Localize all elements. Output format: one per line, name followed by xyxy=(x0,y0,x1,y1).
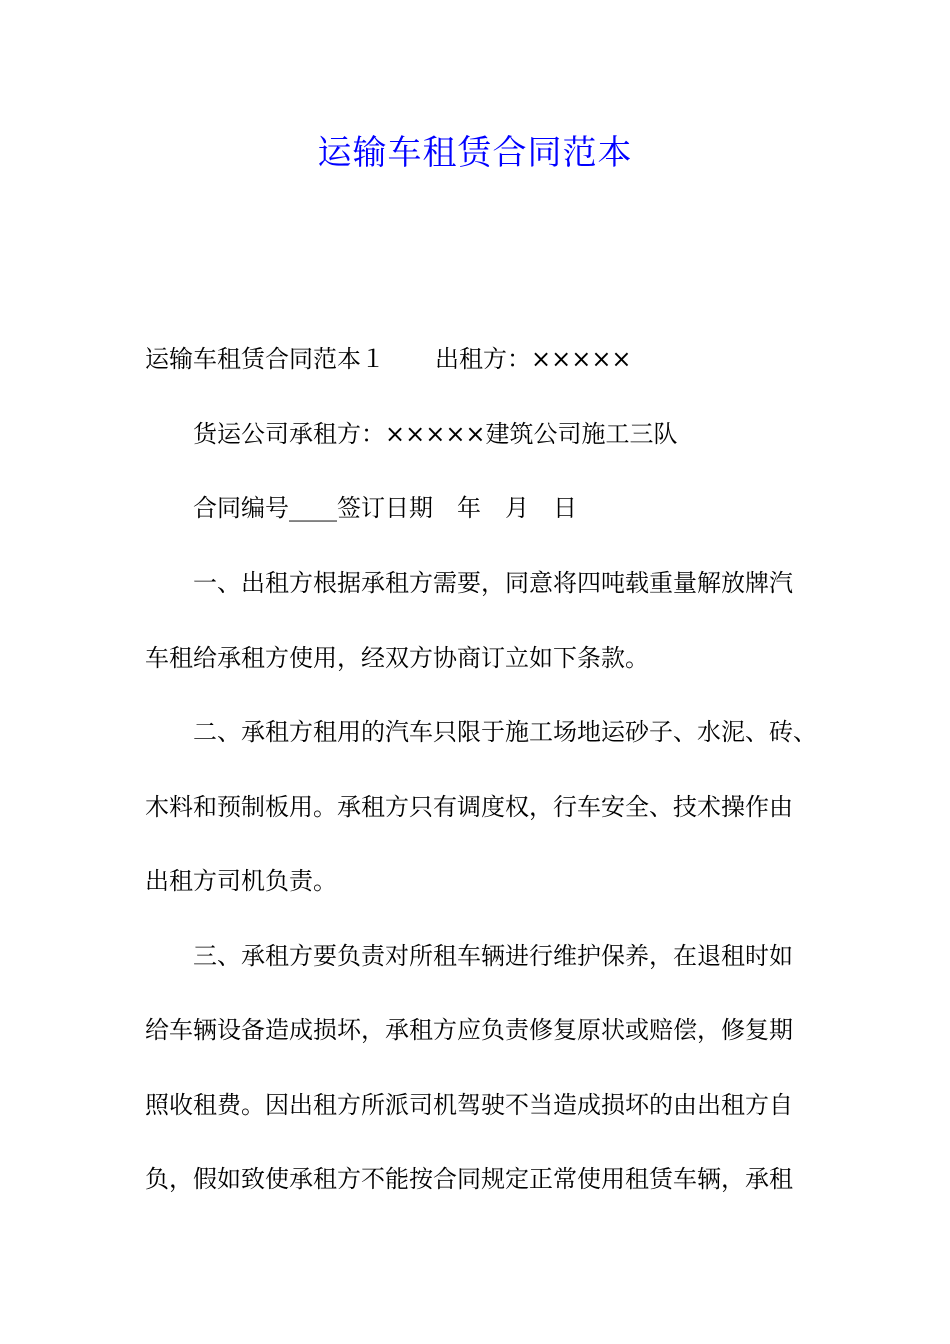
clause-3-line-4: 负，假如致使承租方不能按合同规定正常使用租赁车辆，承租 xyxy=(145,1165,793,1193)
header-line xyxy=(145,341,632,377)
contract-subtitle: 运输车租赁合同范本１ xyxy=(145,345,385,373)
clause-2-line-1: 二、承租方租用的汽车只限于施工场地运砂子、水泥、砖、 xyxy=(193,718,817,746)
lessor-field: 出租方：××××× xyxy=(435,345,632,373)
clause-2-line-2: 木料和预制板用。承租方只有调度权，行车安全、技术操作由 xyxy=(145,793,793,821)
contract-number-line: 合同编号____签订日期 年 月 日 xyxy=(193,494,577,522)
clause-2-line-3: 出租方司机负责。 xyxy=(145,867,337,895)
document-title: 运输车租赁合同范本 xyxy=(317,133,633,173)
clause-3-line-3: 照收租费。因出租方所派司机驾驶不当造成损坏的由出租方自 xyxy=(145,1091,793,1119)
clause-3-line-2: 给车辆设备造成损坏，承租方应负责修复原状或赔偿，修复期 xyxy=(145,1016,793,1044)
clause-1-line-2: 车租给承租方使用，经双方协商订立如下条款。 xyxy=(145,644,649,672)
lessee-line: 货运公司承租方：×××××建筑公司施工三队 xyxy=(193,420,678,448)
clause-1-line-1: 一、出租方根据承租方需要，同意将四吨载重量解放牌汽 xyxy=(193,569,793,597)
clause-3-line-1: 三、承租方要负责对所租车辆进行维护保养，在退租时如 xyxy=(193,942,793,970)
